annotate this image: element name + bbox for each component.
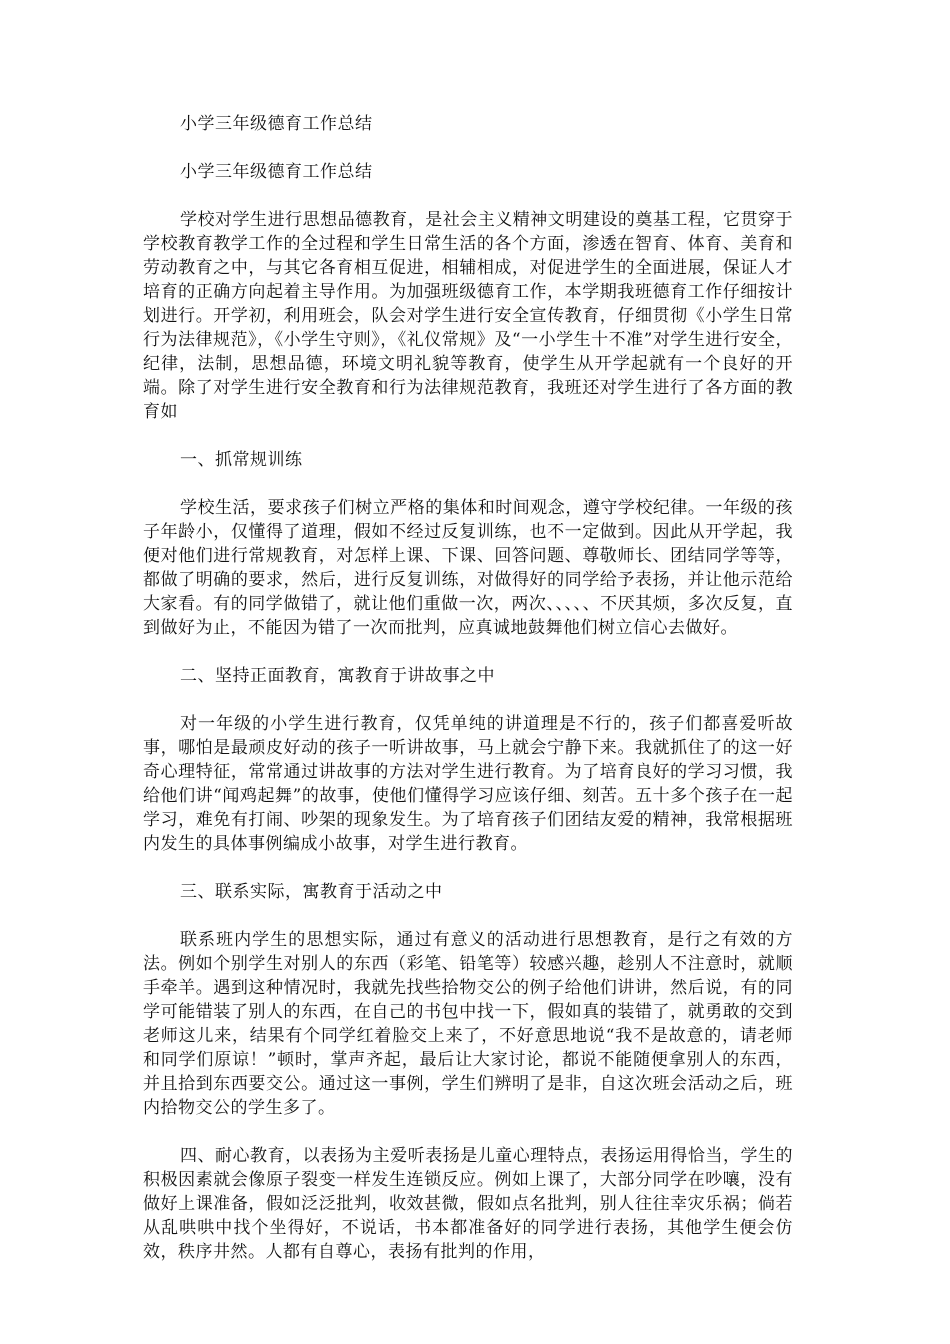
document-subtitle: 小学三年级德育工作总结	[180, 162, 373, 182]
section-1-heading: 一、抓常规训练	[180, 450, 303, 470]
intro-paragraph: 学校对学生进行思想品德教育，是社会主义精神文明建设的奠基工程，它贯穿于学校教育教学工作的全过程和学生日常生活的各个方面，渗透在智育、体育、美育和劳动教育之中，与其它各育相互促进，相辅相成，对促进学生的全面进展，保证人才培育的正确方向起着主导作用。为加强班级德育工作，本学期我班德育工作仔细按计划进行。开学初，利用班会，队会对学生进行安全宣传教育，仔细贯彻《小学生日常行为法律规范》，《小学生守则》，《礼仪常规》及“一小学生十不准”对学生进行安全，纪律，法制，思想品德，环境文明礼貌等教育，使学生从开学起就有一个良好的开端。除了对学生进行安全教育和行为法律规范教育，我班还对学生进行了各方面的教育如	[143, 210, 793, 422]
document-title: 小学三年级德育工作总结	[180, 114, 373, 134]
section-1-paragraph: 学校生活，要求孩子们树立严格的集体和时间观念，遵守学校纪律。一年级的孩子年龄小，仅懂得了道理，假如不经过反复训练，也不一定做到。因此从开学起，我便对他们进行常规教育，对怎样上课、下课、回答问题、尊敬师长、团结同学等等，都做了明确的要求，然后，进行反复训练，对做得好的同学给予表扬，并让他示范给大家看。有的同学做错了，就让他们重做一次，两次、、、、、不厌其烦，多次反复，直到做好为止，不能因为错了一次而批判，应真诚地鼓舞他们树立信心去做好。	[143, 498, 793, 638]
section-4-paragraph: 四、耐心教育，以表扬为主爱听表扬是儿童心理特点，表扬运用得恰当，学生的积极因素就会像原子裂变一样发生连锁反应。例如上课了，大部分同学在吵嚷，没有做好上课准备，假如泛泛批判，收效甚微，假如点名批判，别人往往幸灾乐祸；倘若从乱哄哄中找个坐得好，不说话，书本都准备好的同学进行表扬，其他学生便会仿效，秩序井然。人都有自尊心，表扬有批判的作用，	[143, 1146, 793, 1262]
document-body	[143, 112, 793, 1264]
section-3-heading: 三、联系实际，寓教育于活动之中	[180, 882, 443, 902]
section-3-paragraph: 联系班内学生的思想实际，通过有意义的活动进行思想教育，是行之有效的方法。例如个别学生对别人的东西（彩笔、铅笔等）较感兴趣，趁别人不注意时，就顺手牵羊。遇到这种情况时，我就先找些拾物交公的例子给他们讲讲，然后说，有的同学可能错装了别人的东西，在自己的书包中找一下，假如真的装错了，就勇敢的交到老师这儿来，结果有个同学红着脸交上来了，不好意思地说“我不是故意的，请老师和同学们原谅！”顿时，掌声齐起，最后让大家讨论，都说不能随便拿别人的东西，并且拾到东西要交公。通过这一事例，学生们辨明了是非，自这次班会活动之后，班内拾物交公的学生多了。	[143, 930, 793, 1118]
section-2-paragraph: 对一年级的小学生进行教育，仅凭单纯的讲道理是不行的，孩子们都喜爱听故事，哪怕是最顽皮好动的孩子一听讲故事，马上就会宁静下来。我就抓住了的这一好奇心理特征，常常通过讲故事的方法对学生进行教育。为了培育良好的学习习惯，我给他们讲“闻鸡起舞”的故事，使他们懂得学习应该仔细、刻苦。五十多个孩子在一起学习，难免有打闹、吵架的现象发生。为了培育孩子们团结友爱的精神，我常根据班内发生的具体事例编成小故事，对学生进行教育。	[143, 714, 793, 854]
section-2-heading: 二、坚持正面教育，寓教育于讲故事之中	[180, 666, 495, 686]
